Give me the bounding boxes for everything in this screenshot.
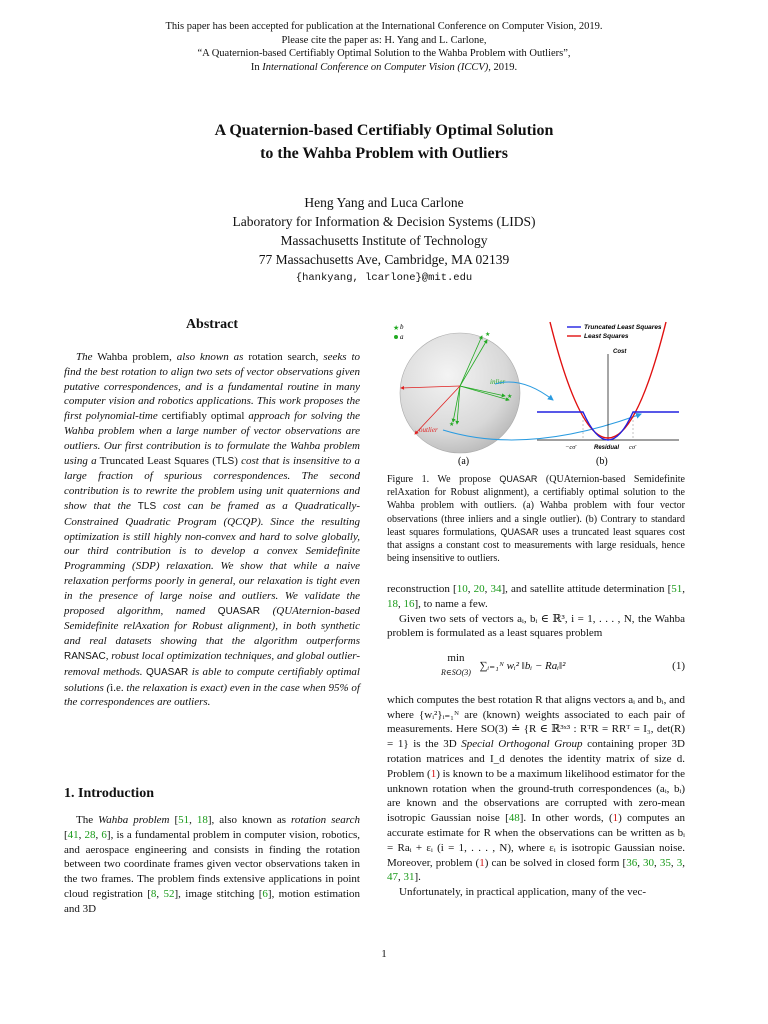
panel-a-sphere [393,323,641,453]
citation-link[interactable]: 36 [626,856,638,869]
author-block [0,193,768,288]
panel-b-cost-plot [537,322,679,451]
legend-dot-icon [394,335,398,339]
figure-1 [387,318,685,466]
inlier-star-icon: ★ [485,332,491,338]
citation-link[interactable]: 30 [643,856,655,869]
legend-ls-label: Least Squares [584,333,629,340]
equation-ref-link[interactable]: 1 [479,856,485,869]
axis-label-cost: Cost [613,349,627,355]
legend-tls-label: Truncated Least Squares [584,324,662,331]
citation-link[interactable]: 35 [659,856,671,869]
citation-link[interactable]: 8 [150,887,157,900]
right-column-body [387,582,685,900]
author-email[interactable]: {hankyang, lcarlone}@mit.edu [295,272,473,284]
inlier-label: inlier [490,378,506,386]
axis-label-residual: Residual [594,445,620,451]
author-institute: Massachusetts Institute of Technology [280,233,488,248]
title-line-1: A Quaternion-based Certifiably Optimal Solution [214,122,554,139]
citation-link[interactable]: 6 [101,828,107,841]
citation-link[interactable]: 41 [67,828,79,841]
citation-link[interactable]: 31 [403,871,415,884]
inlier-star-icon: ★ [507,394,513,400]
publication-notice [0,20,768,74]
figure-1-caption: Figure 1. We propose QUASAR (QUAternion-based Semidefinite relAxation for Robust alignment), a certifiably optimal solution to the Wahba problem with outliers. (a) Wahba problem with four vector observations (three inliers and a single outlier). (b) Contrary to standard least squares formulations, QUASAR uses a truncated least squares cost that assigns a constant cost to measurements with large residuals, hence being insensitive to outliers. [387,474,685,565]
outlier-label: outlier [419,426,438,434]
abstract-body: The Wahba problem, also known as rotation search, seeks to find the best rotation to align two sets of vector observations given putative correspondences, and is a fundamental routine in many computer vision and robotics applications. This work proposes the first polynomial-time certifiably optimal approach for solving the Wahba problem when a large number of vector observations are outliers. Our first contribution is to formulate the Wahba problem using a Truncated Least Squares (TLS) cost that is insensitive to a large fraction of spurious correspondences. The second contribution is to rewrite the problem using unit quaternions and show that the TLS cost can be framed as a Quadratically-Constrained Quadratic Program (QCQP). Since the resulting optimization is still highly non-convex and hard to solve globally, our third contribution is to develop a convex Semidefinite Programming (SDP) relaxation. We show that while a naive relaxation performs poorly in general, our relaxation is tight even in the presence of large noise and outliers. We validate the proposed algorithm, named QUASAR (QUAternion-based Semidefinite relAxation for Robust alignment), in both synthetic and real datasets showing that the algorithm outperforms RANSAC, robust local optimization techniques, and global outlier-removal methods. QUASAR is able to compute certifiably optimal solutions (i.e. the relaxation is exact) even in the case when 95% of the correspondences are outliers. [64,351,361,709]
tick-label-neg: −cσ̄ [565,444,576,451]
citation-link[interactable]: 28 [84,828,96,841]
equation-1: min R∈SO(3) ∑ᵢ₌₁ᴺ wᵢ² ‖bᵢ − Raᵢ‖² (1) [441,652,685,677]
citation-link[interactable]: 16 [403,597,415,610]
notice-line: “A Quaternion-based Certifiably Optimal Solution to the Wahba Problem with Outliers”, [197,48,571,59]
citation-link[interactable]: 51 [178,814,190,826]
citation-link[interactable]: 52 [163,887,175,900]
equation-ref-link[interactable]: 1 [612,812,619,825]
author-lab: Laboratory for Information & Decision Systems (LIDS) [232,214,536,229]
citation-link[interactable]: 48 [508,812,520,825]
citation-link[interactable]: 47 [387,871,398,884]
equation-number: (1) [672,659,685,672]
citation-link[interactable]: 51 [671,583,683,595]
subfigure-label-a: (a) [458,456,470,466]
citation-link[interactable]: 3 [676,856,683,869]
legend-label-a: a [400,333,404,341]
citation-link[interactable]: 18 [196,814,208,826]
author-address: 77 Massachusetts Ave, Cambridge, MA 02139 [258,252,510,267]
introduction-body: The Wahba problem [51, 18], also known as rotation search [41, 28, 6], is a fundamental problem in computer vision, robotics, and aerospace engineering and consists in finding the rotation between two coordinate frames given vector observations taken in the two frames. The problem finds extensive applications in point cloud registration [8, 52], image stitching [6], motion estimation and 3D [64,814,361,915]
author-names: Heng Yang and Luca Carlone [304,195,464,210]
legend-star-icon: ★ [393,324,400,332]
equation-ref-link[interactable]: 1 [430,767,437,780]
citation-link[interactable]: 6 [262,887,268,900]
figure-1-graphic [387,318,685,466]
tick-label-pos: cσ̄ [629,444,636,451]
abstract-heading: Abstract [185,317,239,332]
notice-line: This paper has been accepted for publication at the International Conference on Computer Vision, 2019. [165,21,603,32]
notice-line: Please cite the paper as: H. Yang and L. Carlone, [281,34,487,46]
page-number: 1 [381,948,387,960]
subfigure-label-b: (b) [596,456,608,466]
paragraph: reconstruction [10, 20, 34], and satellite attitude determination [51, 18, 16], to name a few. [387,583,686,610]
citation-link[interactable]: 10 [456,583,468,595]
paragraph: which computes the best rotation R that aligns vectors aᵢ and bᵢ, and where {wᵢ²}ᵢ₌₁ᴺ are (known) weights associated to each pair of measurements. Here SO(3) ≐ {R ∈ ℝ³ˣ³ : RᵀR = RRᵀ = I₃, det(R) = 1} is the 3D Special Orthogonal Group containing proper 3D rotation matrices and I_d denotes the identity matrix of size d. Problem (1) is known to be a maximum likelihood estimator for the unknown rotation when the ground-truth correspondences (aᵢ, bᵢ) are known and the observations are corrupted with zero-mean isotropic Gaussian noise [48]. In other words, (1) computes an accurate estimate for R when the observations can be written as bᵢ = Raᵢ + εᵢ (i = 1, . . . , N), where εᵢ is isotropic Gaussian noise. Moreover, problem (1) can be solved in closed form [36, 30, 35, 3, 47, 31]. [387,693,686,884]
paragraph: Given two sets of vectors aᵢ, bᵢ ∈ ℝ³, i = 1, . . . , N, the Wahba problem is formulated as a least squares problem [387,612,685,640]
paragraph: Unfortunately, in practical application, many of the vec- [399,886,646,899]
section-heading-introduction: 1. Introduction [64,786,154,801]
inlier-star-icon: ★ [449,422,455,428]
citation-link[interactable]: 34 [490,583,502,595]
title-line-2: to the Wahba Problem with Outliers [260,145,508,162]
citation-link[interactable]: 18 [387,597,398,610]
notice-line: In International Conference on Computer Vision (ICCV), 2019. [250,61,518,73]
legend-label-b: b [400,323,404,331]
citation-link[interactable]: 20 [473,583,485,595]
paper-title [0,119,768,165]
